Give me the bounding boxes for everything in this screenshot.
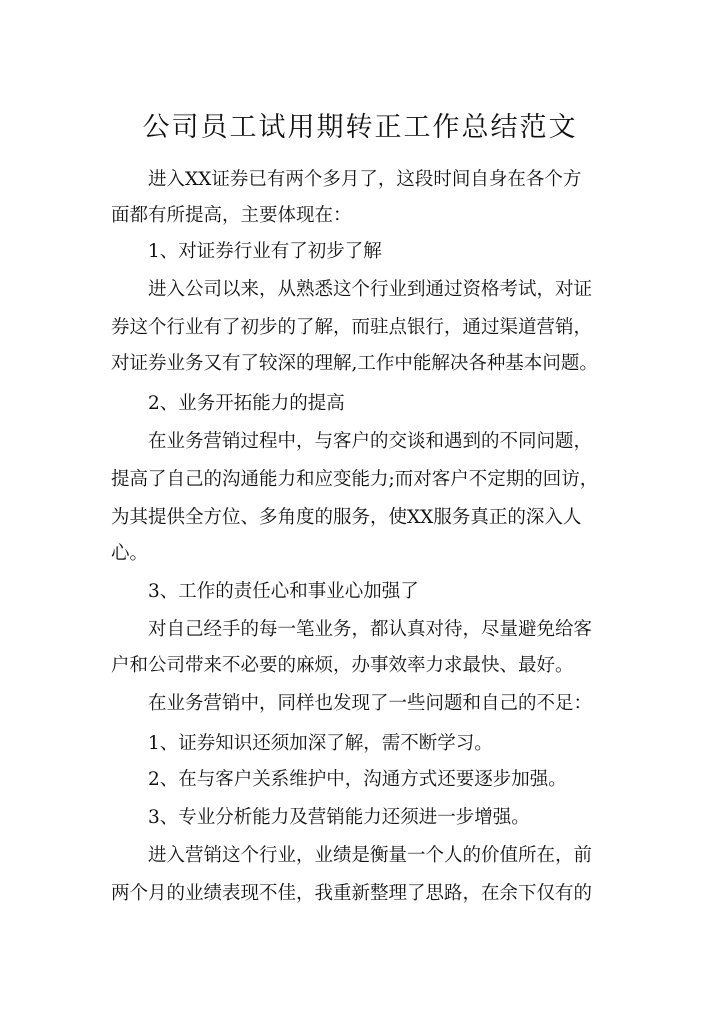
- section-heading: 1、对证券行业有了初步了解: [148, 241, 382, 262]
- paragraph-line: 进入公司以来，从熟悉这个行业到通过资格考试，对证: [148, 279, 593, 300]
- paragraph-line: 在业务营销过程中，与客户的交谈和遇到的不同问题，: [148, 431, 593, 452]
- paragraph-line: 面都有所提高，主要体现在：: [111, 205, 352, 226]
- paragraph-line: 提高了自己的沟通能力和应变能力;而对客户不定期的回访，: [111, 469, 599, 490]
- paragraph-line: 在业务营销中，同样也发现了一些问题和自己的不足：: [148, 693, 593, 714]
- paragraph-line: 两个月的业绩表现不佳，我重新整理了思路，在余下仅有的: [111, 883, 593, 904]
- paragraph-line: 券这个行业有了初步的了解，而驻点银行，通过渠道营销，: [111, 317, 593, 338]
- list-item: 2、在与客户关系维护中，沟通方式还要逐步加强。: [148, 769, 567, 790]
- section-heading: 2、业务开拓能力的提高: [148, 393, 345, 414]
- paragraph-line: 心。: [111, 543, 149, 564]
- list-item: 3、专业分析能力及营销能力还须进一步增强。: [148, 807, 530, 828]
- document-title: 公司员工试用期转正工作总结范文: [142, 112, 578, 143]
- paragraph-line: 对证券业务又有了较深的理解,工作中能解决各种基本问题。: [111, 353, 598, 374]
- paragraph-line: 为其提供全方位、多角度的服务，使XX服务真正的深入人: [111, 507, 582, 528]
- list-item: 1、证券知识还须加深了解，需不断学习。: [148, 733, 493, 754]
- paragraph-line: 户和公司带来不必要的麻烦，办事效率力求最快、最好。: [111, 655, 574, 676]
- paragraph-line: 进入XX证券已有两个多月了，这段时间自身在各个方: [148, 169, 582, 190]
- paragraph-line: 对自己经手的每一笔业务，都认真对待，尽量避免给客: [148, 619, 593, 640]
- paragraph-line: 进入营销这个行业，业绩是衡量一个人的价值所在，前: [148, 845, 593, 866]
- section-heading: 3、工作的责任心和事业心加强了: [148, 581, 419, 602]
